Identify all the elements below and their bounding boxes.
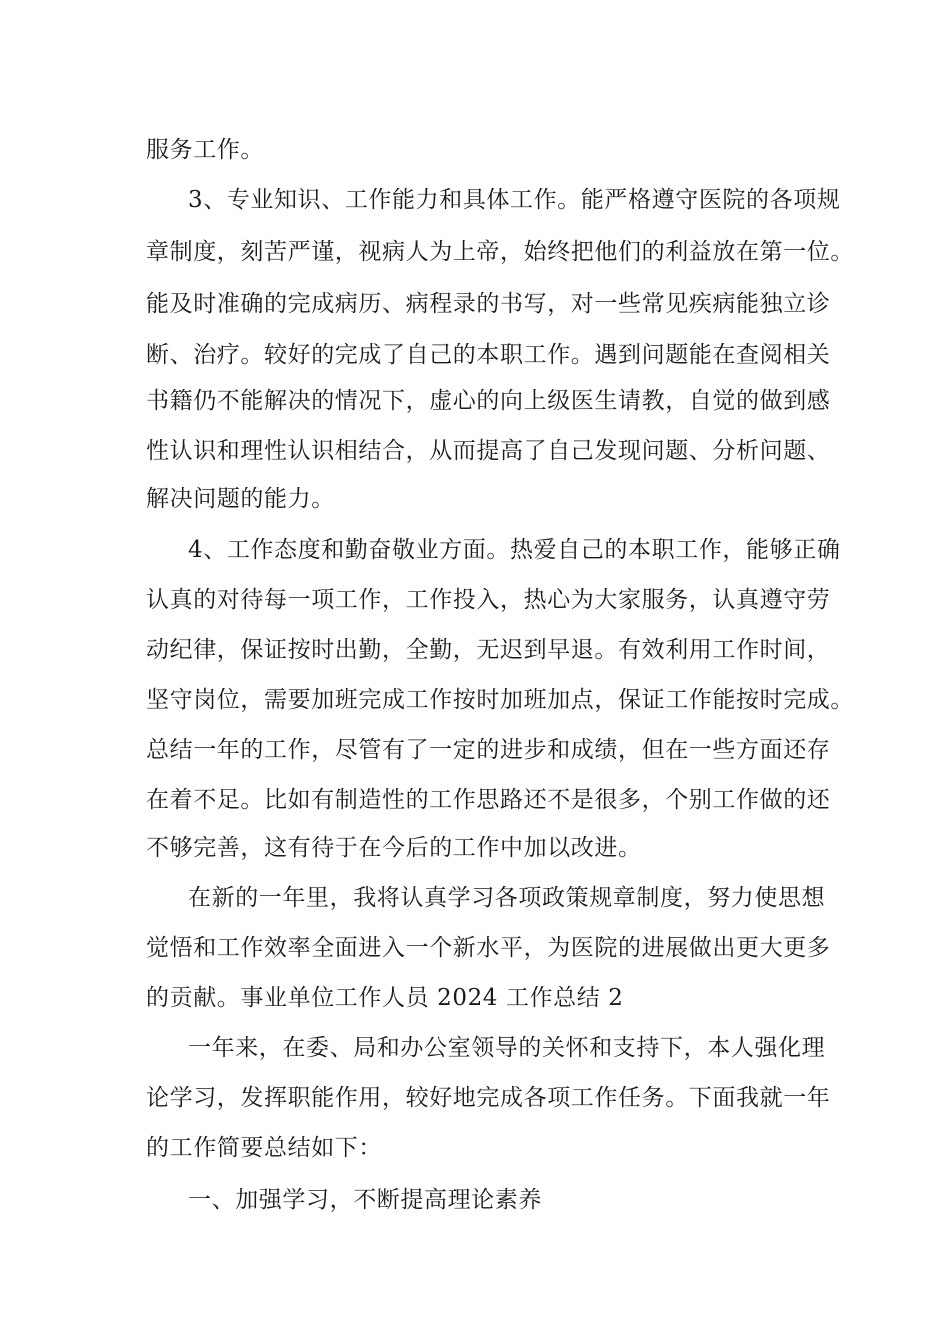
text-line: 的贡献。事业单位工作人员 2024 工作总结 2 [146, 985, 624, 1011]
text-line: 的工作简要总结如下： [146, 1135, 382, 1161]
text-line: 坚守岗位，需要加班完成工作按时加班加点，保证工作能按时完成。 [146, 687, 854, 713]
text-line: 断、治疗。较好的完成了自己的本职工作。遇到问题能在查阅相关 [146, 342, 831, 368]
text-line: 章制度，刻苦严谨，视病人为上帝，始终把他们的利益放在第一位。 [146, 239, 854, 265]
text-line: 认真的对待每一项工作，工作投入，热心为大家服务，认真遵守劳 [146, 587, 831, 613]
text-line: 性认识和理性认识相结合，从而提高了自己发现问题、分析问题、 [146, 438, 831, 464]
text-line: 在着不足。比如有制造性的工作思路还不是很多，个别工作做的还 [146, 787, 831, 813]
text-line: 服务工作。 [146, 137, 264, 163]
text-line: 在新的一年里，我将认真学习各项政策规章制度，努力使思想 [188, 885, 826, 911]
text-line: 解决问题的能力。 [146, 486, 335, 512]
text-line: 一年来，在委、局和办公室领导的关怀和支持下，本人强化理 [188, 1035, 826, 1061]
text-line: 3、专业知识、工作能力和具体工作。能严格遵守医院的各项规 [188, 187, 841, 213]
text-line: 总结一年的工作，尽管有了一定的进步和成绩，但在一些方面还存 [146, 737, 831, 763]
text-line: 觉悟和工作效率全面进入一个新水平，为医院的进展做出更大更多 [146, 935, 831, 961]
section-heading: 一、加强学习，不断提高理论素养 [188, 1187, 542, 1213]
text-line: 书籍仍不能解决的情况下，虚心的向上级医生请教，自觉的做到感 [146, 388, 831, 414]
text-line: 4、工作态度和勤奋敬业方面。热爱自己的本职工作，能够正确 [188, 537, 841, 563]
text-line: 不够完善，这有待于在今后的工作中加以改进。 [146, 835, 642, 861]
text-line: 论学习，发挥职能作用，较好地完成各项工作任务。下面我就一年 [146, 1085, 831, 1111]
text-line: 能及时准确的完成病历、病程录的书写，对一些常见疾病能独立诊 [146, 291, 831, 317]
text-line: 动纪律，保证按时出勤，全勤，无迟到早退。有效利用工作时间， [146, 637, 831, 663]
